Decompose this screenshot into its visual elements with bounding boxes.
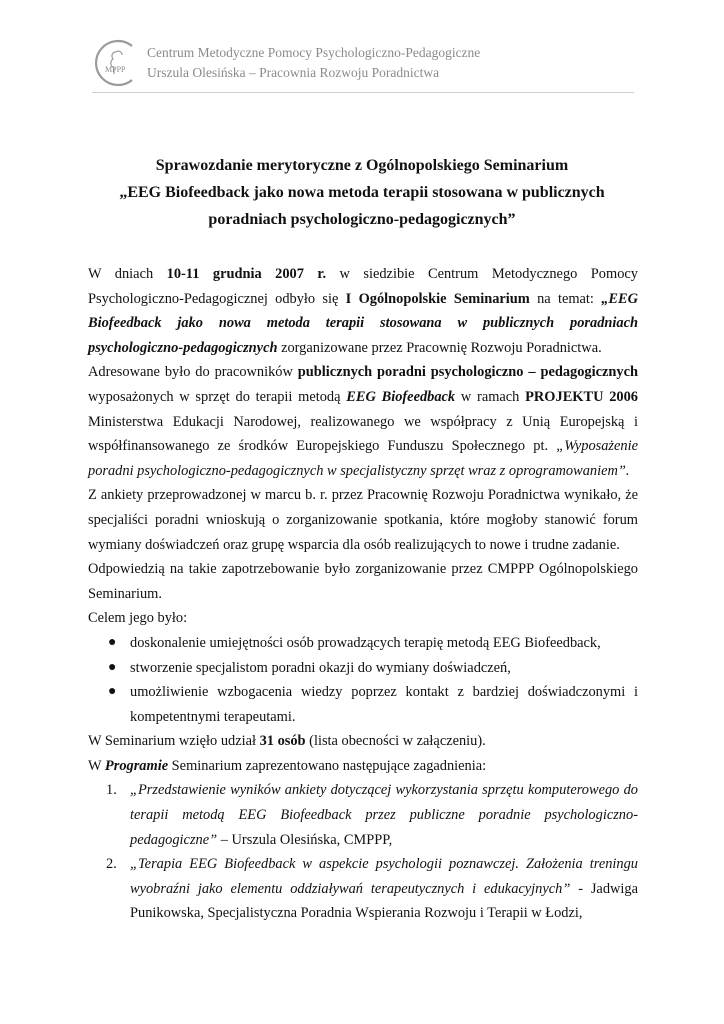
survey-paragraph: Z ankiety przeprowadzonej w marcu b. r. przez Pracownię Rozwoju Poradnictwa wynikało, że specjaliści poradni wnioskują o zorganizowanie spotkania, które mogłoby stanowić forum wymiany doświadczeń oraz grupę wsparcia dla osób realizujących to nowe i trudne zadanie. [88, 487, 638, 553]
list-item: ● umożliwienie wzbogacenia wiedzy poprzez kontakt z bardziej doświadczonymi i kompetentnymi terapeutami. [88, 680, 638, 729]
title-line-3: poradniach psychologiczno-pedagogicznych” [208, 211, 516, 228]
title-line-1: Sprawozdanie merytoryczne z Ogólnopolskiego Seminarium [155, 157, 569, 174]
report-body [88, 262, 638, 926]
list-item: 1. „Przedstawienie wyników ankiety dotyczącej wykorzystania sprzętu komputerowego do terapii metodą EEG Biofeedback przez publiczne poradnie psychologiczno-pedagogiczne” – Urszula Olesińska, CMPPP, [106, 782, 638, 848]
header-subtitle: Urszula Olesińska – Pracownia Rozwoju Poradnictwa [147, 65, 440, 80]
institution-logo [94, 38, 140, 88]
topics-list [88, 778, 638, 926]
header-institution: Centrum Metodyczne Pomocy Psychologiczno-Pedagogiczne [147, 45, 481, 60]
audience-paragraph: Adresowane było do pracowników publicznych poradni psychologiczno – pedagogicznych wyposażonych w sprzęt do terapii metodą EEG Biofeedback w ramach PROJEKTU 2006 Ministerstwa Edukacji Narodowej, realizowanego we współpracy z Unią Europejską i współfinansowanego ze środków Europejskiego Funduszu Społecznego pt. „Wyposażenie poradni psychologiczno-pedagogicznych w specjalistyczny sprzęt wraz z oprogramowaniem”. [88, 364, 639, 479]
bullet-icon: ● [108, 634, 117, 650]
list-item: 2. „Terapia EEG Biofeedback w aspekcie psychologii poznawczej. Założenia treningu wyobraźni jako elementu oddziaływań terapeutycznych i edukacyjnych” - Jadwiga Punikowska, Specjalistyczna Poradnia Wspierania Rozwoju i Terapii w Łodzi, [106, 856, 638, 922]
goals-intro: Celem jego było: [88, 610, 188, 627]
attendance-paragraph: W Seminarium wzięło udział 31 osób (lista obecności w załączeniu). [88, 733, 486, 750]
list-item: ● doskonalenie umiejętności osób prowadzących terapię metodą EEG Biofeedback, [88, 631, 638, 656]
page-header [92, 38, 634, 93]
title-line-2: „EEG Biofeedback jako nowa metoda terapii stosowana w publicznych [119, 184, 605, 201]
bullet-icon: ● [108, 659, 117, 675]
bullet-icon: ● [108, 684, 117, 700]
svg-text:MPPP: MPPP [105, 65, 126, 74]
goals-list [88, 631, 638, 729]
report-title [88, 152, 636, 233]
list-item: ● stworzenie specjalistom poradni okazji do wymiany doświadczeń, [88, 656, 638, 681]
response-paragraph: Odpowiedzią na takie zapotrzebowanie było zorganizowanie przez CMPPP Ogólnopolskiego Seminarium. [88, 561, 638, 602]
program-paragraph: W Programie Seminarium zaprezentowano następujące zagadnienia: [88, 757, 487, 774]
intro-paragraph: W dniach 10-11 grudnia 2007 r. w siedzibie Centrum Metodycznego Pomocy Psychologiczno-Pedagogicznej odbyło się I Ogólnopolskie Seminarium na temat: „EEG Biofeedback jako nowa metoda terapii stosowana w publicznych poradniach psychologiczno-pedagogicznych zorganizowane przez Pracownię Rozwoju Poradnictwa. [88, 266, 638, 356]
